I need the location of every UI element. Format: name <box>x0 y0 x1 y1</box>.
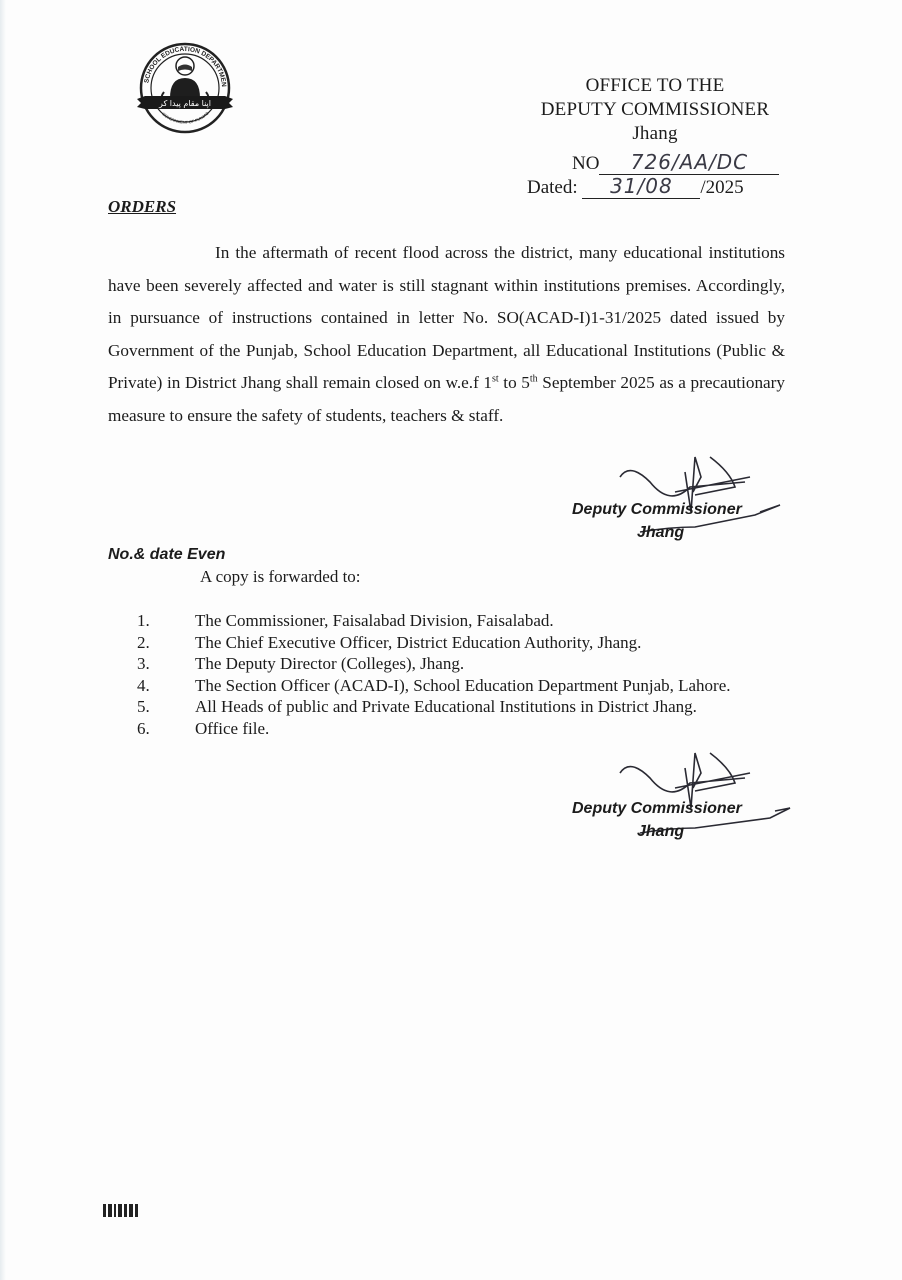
signature-2-place: Jhang <box>637 823 685 840</box>
reference-number <box>572 150 779 175</box>
reference-number-value: 726/AA/DC <box>599 150 779 175</box>
dated-year: /2025 <box>700 177 744 198</box>
order-paragraph <box>108 237 785 433</box>
ordinal-th: th <box>529 373 538 385</box>
list-item <box>137 653 785 675</box>
list-item-number: 3. <box>137 654 150 673</box>
department-seal-logo <box>128 40 243 140</box>
list-item <box>137 675 785 697</box>
office-line-2: DEPUTY COMMISSIONER <box>540 99 770 120</box>
signature-1-place: Jhang <box>637 524 685 541</box>
list-item <box>137 610 785 632</box>
order-text-part-2: to 5 <box>498 373 530 393</box>
list-item-text: The Commissioner, Faisalabad Division, Faisalabad. <box>195 611 554 630</box>
svg-text:GOVERNMENT OF PUNJAB <box>161 110 210 124</box>
orders-heading: ORDERS <box>108 197 177 216</box>
list-item-text: The Section Officer (ACAD-I), School Education Department Punjab, Lahore. <box>195 675 731 695</box>
ordinal-st: st <box>492 373 499 385</box>
list-item-number: 5. <box>137 697 150 716</box>
list-item <box>137 696 785 718</box>
order-text-part-1: In the aftermath of recent flood across the district, many educational institutions have been severely affected and water is still stagnant within institutions premises. Accordingly, in pursuance of instructions contained in letter No. SO(ACAD-I)1-31/2025 dated issued by Government of the Punjab, School Education Department, all Educational Institutions (Public & Private) in District Jhang shall remain closed on w.e.f 1 <box>108 243 785 393</box>
dated-label: Dated: <box>527 177 578 198</box>
copy-reference: No.& date Even <box>108 546 226 563</box>
list-item-number: 6. <box>137 718 150 738</box>
seal-ring-text: SCHOOL EDUCATION DEPARTMEN <box>143 45 228 88</box>
list-item-text: The Deputy Director (Colleges), Jhang. <box>195 654 465 673</box>
list-item-text: All Heads of public and Private Educational Institutions in District Jhang. <box>195 697 697 716</box>
office-line-3: Jhang <box>632 123 678 144</box>
list-item <box>137 632 785 654</box>
scan-edge-shadow <box>0 0 6 1280</box>
list-item-number: 4. <box>137 675 150 695</box>
reference-number-label: NO <box>572 153 600 174</box>
list-item-text: The Chief Executive Officer, District Education Authority, Jhang. <box>195 632 642 652</box>
distribution-list <box>137 610 785 739</box>
order-text-part-3: September 2025 as a precautionary measure to ensure the safety of students, teachers & staff. <box>108 373 785 425</box>
dated-value: 31/08 <box>582 174 700 199</box>
signature-2-title: Deputy Commissioner <box>572 800 742 817</box>
seal-bottom-text: GOVERNMENT OF PUNJAB <box>161 110 210 125</box>
list-item-number: 1. <box>137 611 150 630</box>
copy-intro: A copy is forwarded to: <box>200 567 361 586</box>
list-item <box>137 718 785 740</box>
dated-line <box>527 174 744 199</box>
office-line-1: OFFICE TO THE <box>585 75 725 96</box>
list-item-number: 2. <box>137 632 150 652</box>
list-item-text: Office file. <box>195 718 270 738</box>
signature-1-title: Deputy Commissioner <box>572 501 742 518</box>
reader-figure-icon <box>170 78 200 98</box>
office-heading <box>520 74 790 146</box>
scan-barcode-mark <box>103 1204 138 1217</box>
seal-banner-text: اپنا مقام پیدا کر <box>159 99 211 108</box>
